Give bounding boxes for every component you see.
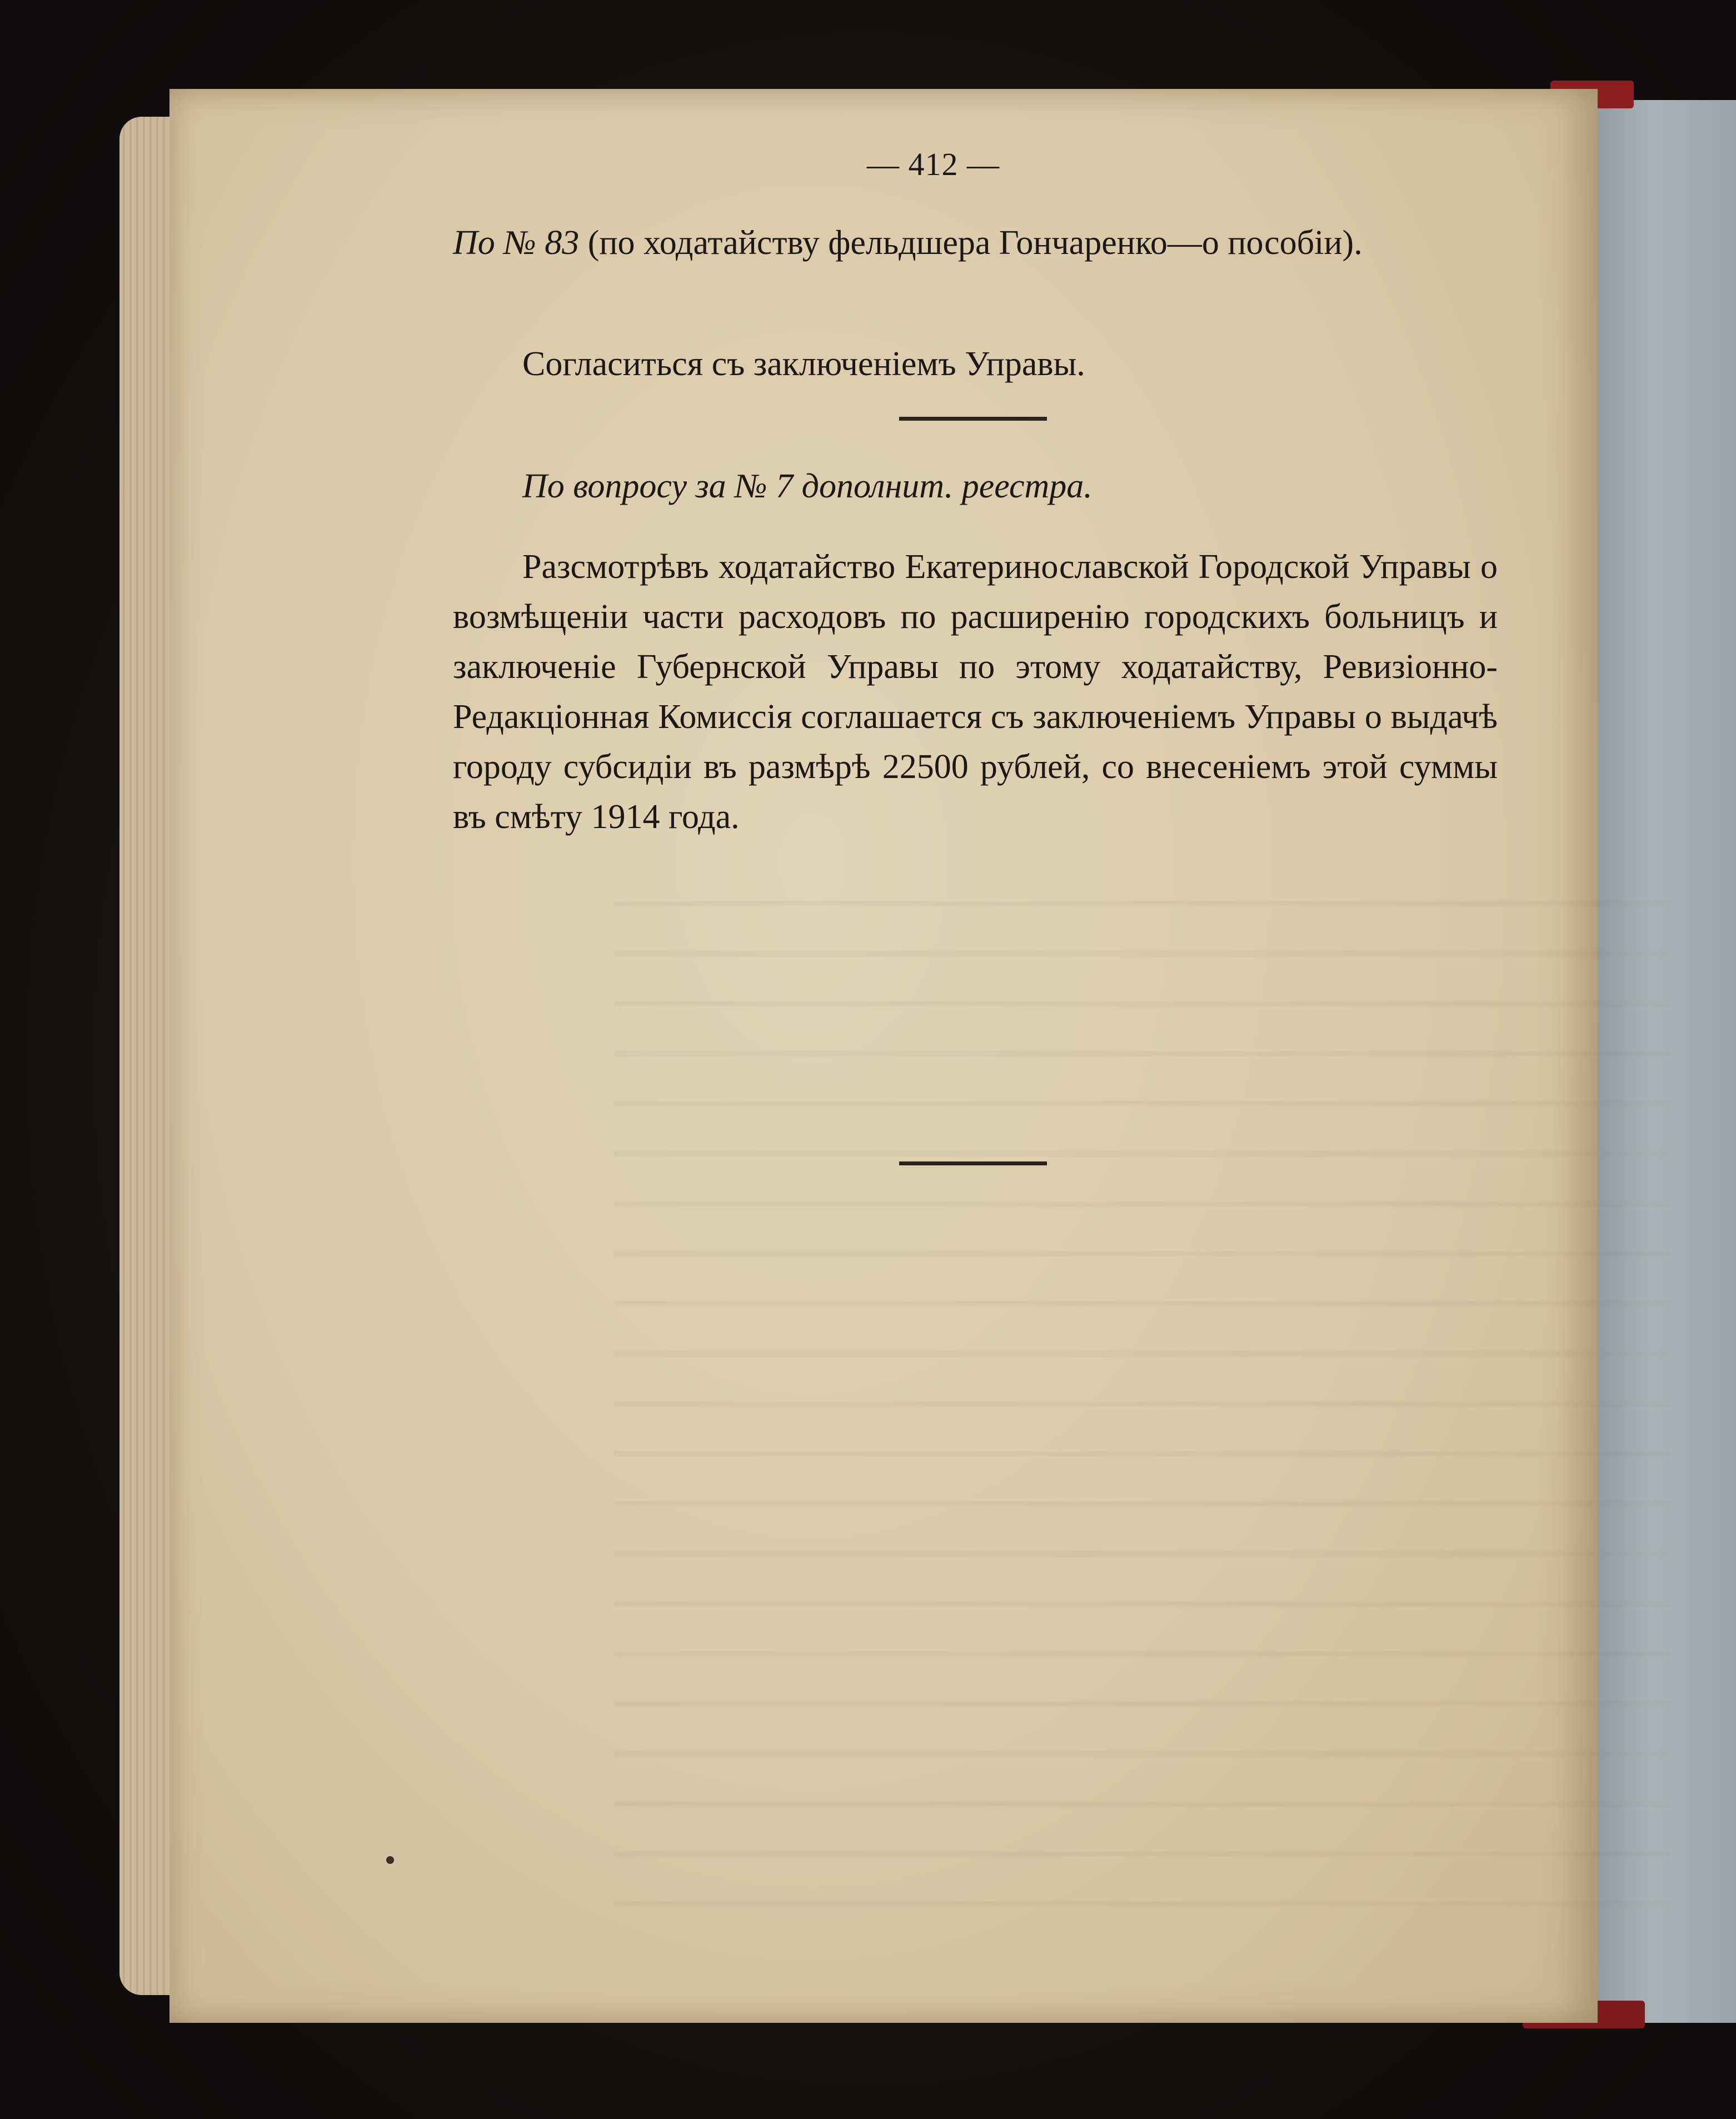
question-7-body: Разсмотрѣвъ ходатайство Екатеринославской Городской Управы о возмѣщеніи части расходовъ по расширенію городскихъ больницъ и заключеніе Губернской Управы по этому ходатайству, Ревизіонно-Редакціонная Комиссія соглашается съ заключеніемъ Управы о выдачѣ городу субсидіи въ размѣрѣ 22500 рублей, со внесеніемъ этой суммы въ смѣту 1914 года. bbox=[453, 548, 1498, 836]
item-83-text: (по ходатайству фельдшера Гончаренко—о пособіи). bbox=[579, 224, 1363, 262]
item-83-paragraph bbox=[453, 218, 1498, 268]
question-7-heading: По вопросу за № 7 дополнит. реестра. bbox=[522, 467, 1093, 505]
section-divider bbox=[899, 417, 1047, 421]
item-83-label: По № 83 bbox=[453, 224, 580, 262]
page-number: — 412 — bbox=[867, 146, 1000, 182]
item-83-decision: Согласиться съ заключеніемъ Управы. bbox=[522, 345, 1085, 383]
bleed-through-texture bbox=[614, 867, 1670, 1923]
paper-spot bbox=[386, 1856, 394, 1864]
closing-divider bbox=[899, 1161, 1047, 1165]
